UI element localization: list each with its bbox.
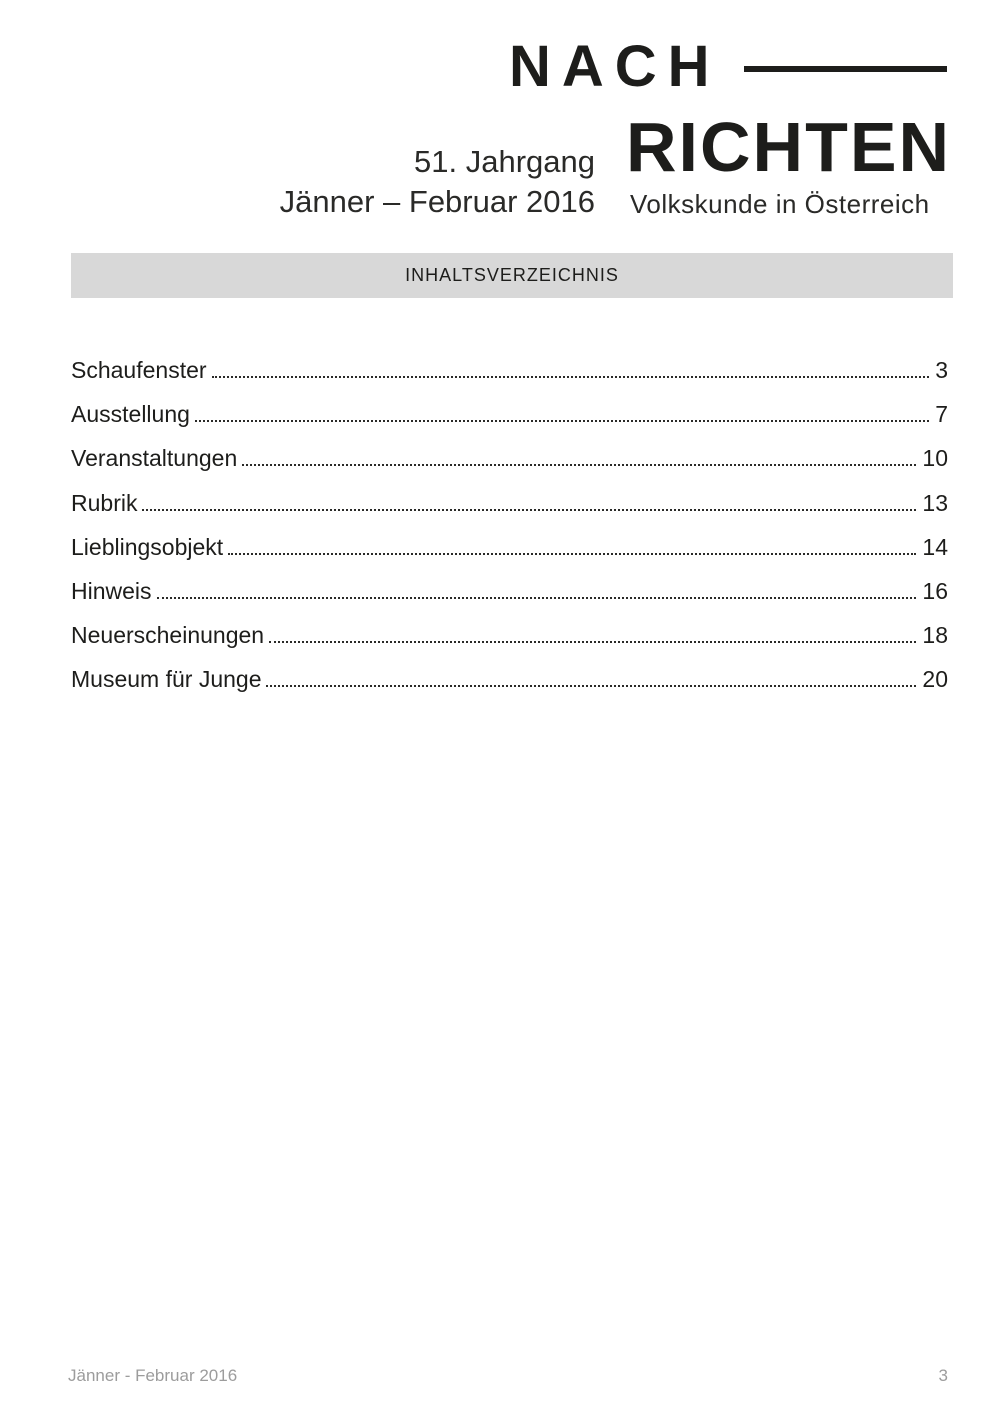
section-title: INHALTSVERZEICHNIS [405, 265, 619, 285]
toc-entry-page: 10 [922, 445, 948, 472]
logo-horizontal-rule [744, 66, 947, 72]
toc-entry-label: Hinweis [71, 577, 152, 604]
toc-entry-label: Veranstaltungen [71, 445, 238, 472]
toc-entry-label: Museum für Junge [71, 666, 262, 693]
toc-entry-page: 7 [935, 401, 948, 428]
toc-entry [71, 489, 948, 533]
toc-entry [71, 400, 948, 444]
issue-info [280, 142, 595, 222]
toc-entry-label: Ausstellung [71, 401, 190, 428]
toc-entry-label: Lieblingsobjekt [71, 533, 224, 560]
toc-entry [71, 665, 948, 709]
toc-dot-leader [157, 597, 917, 599]
logo-line-nach: NACH [509, 34, 721, 99]
toc-dot-leader [212, 376, 930, 378]
table-of-contents [71, 356, 948, 710]
toc-entry-label: Schaufenster [71, 357, 207, 383]
toc-entry-page: 13 [922, 489, 948, 516]
toc-entry-page: 3 [935, 357, 948, 383]
toc-dot-leader [142, 509, 916, 511]
toc-dot-leader [242, 464, 916, 466]
footer-issue-date: Jänner - Februar 2016 [68, 1366, 238, 1385]
toc-entry [71, 356, 948, 400]
toc-entry [71, 533, 948, 577]
toc-entry-page: 18 [922, 622, 948, 649]
toc-dot-leader [266, 685, 916, 687]
toc-entry-label: Rubrik [71, 489, 138, 516]
toc-entry [71, 577, 948, 621]
toc-entry-page: 14 [922, 533, 948, 560]
logo-line-richten: RICHTEN [626, 108, 952, 186]
toc-entry-page: 16 [922, 577, 948, 604]
issue-volume: 51. Jahrgang [414, 144, 595, 179]
toc-dot-leader [195, 420, 929, 422]
toc-dot-leader [228, 553, 916, 555]
inhaltsverzeichnis-bar [71, 253, 953, 298]
issue-date: Jänner – Februar 2016 [279, 184, 595, 219]
toc-entry [71, 444, 948, 488]
footer-page-number: 3 [938, 1366, 948, 1385]
toc-dot-leader [269, 641, 916, 643]
toc-entry-label: Neuerscheinungen [71, 622, 265, 649]
logo-subtitle: Volkskunde in Österreich [630, 189, 930, 219]
toc-entry [71, 621, 948, 665]
toc-entry-page: 20 [922, 666, 948, 693]
